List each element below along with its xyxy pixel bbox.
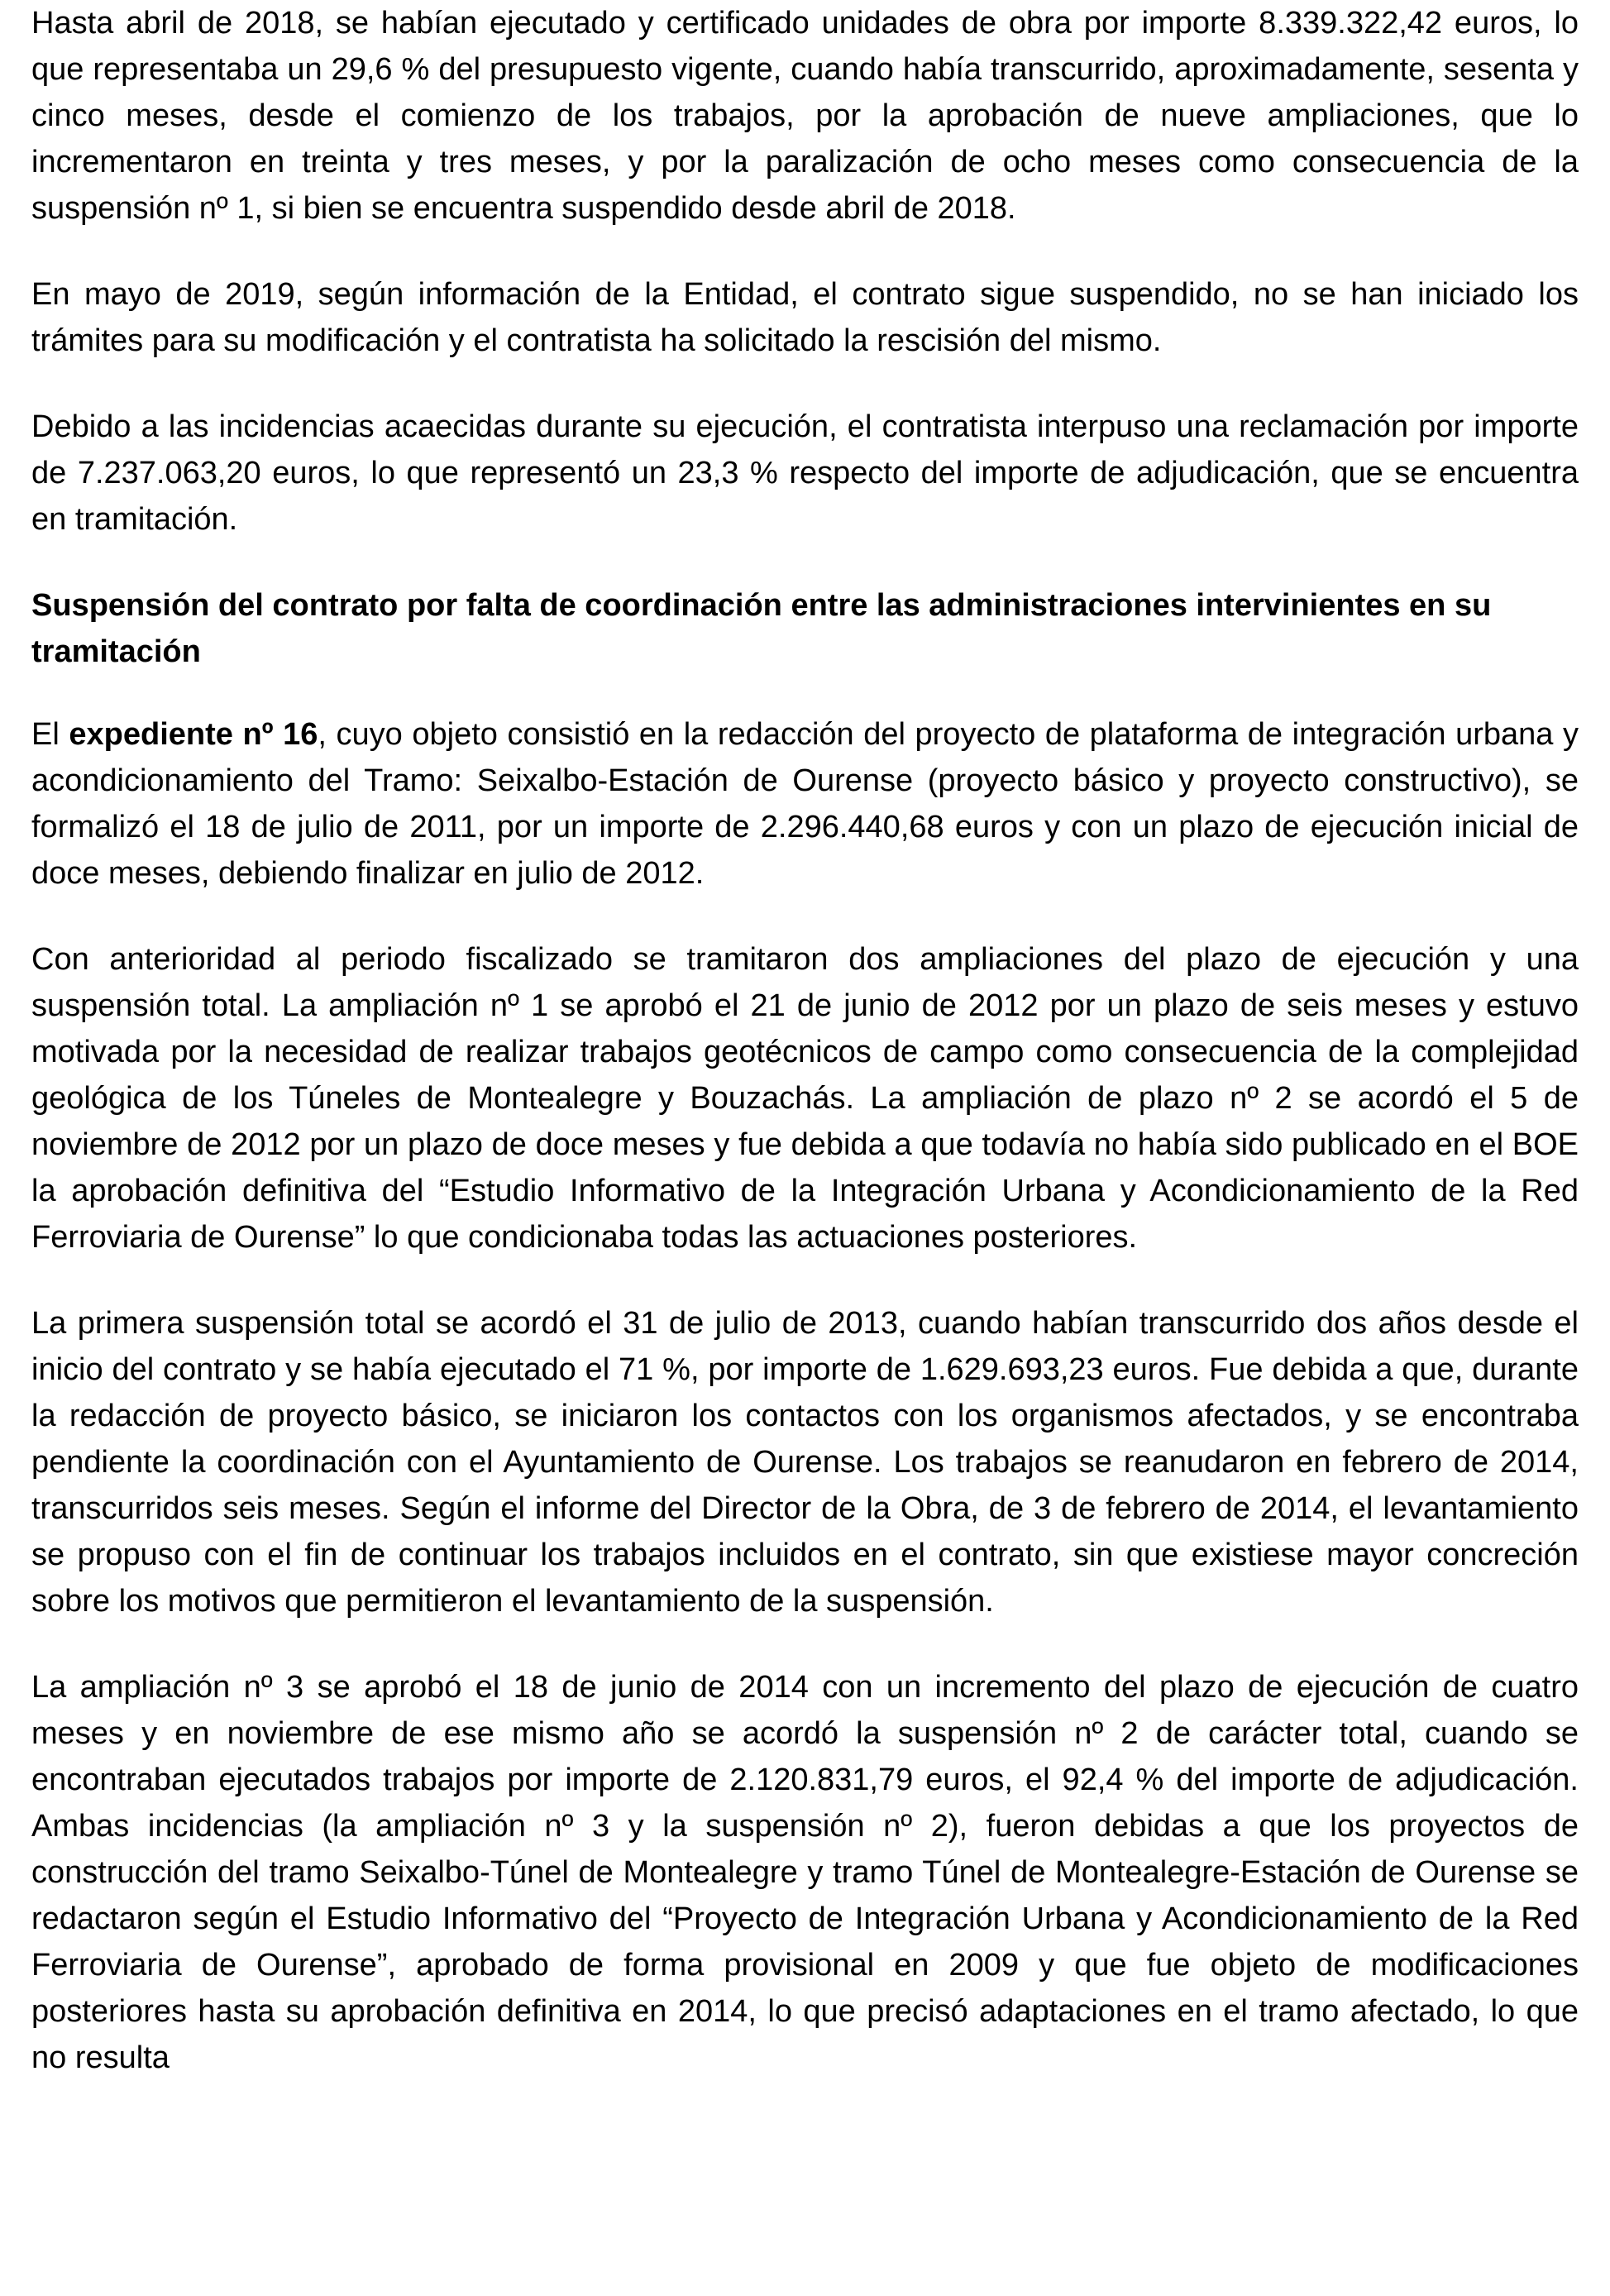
paragraph-expediente-16 xyxy=(31,711,1579,897)
paragraph-contractor-claim: Debido a las incidencias acaecidas durante su ejecución, el contratista interpuso una reclamación por importe de 7.237.063,20 euros, lo que representó un 23,3 % respecto del importe de adjudicación, que se encuentra en tramitación. xyxy=(31,409,1579,537)
paragraph-extensions: Con anterioridad al periodo fiscalizado se tramitaron dos ampliaciones del plazo de ejecución y una suspensión total. La ampliación nº 1 se aprobó el 21 de junio de 2012 por un plazo de seis meses y estuvo motivada por la necesidad de realizar trabajos geotécnicos de campo como consecuencia de la complejidad geológica de los Túneles de Montealegre y Bouzachás. La ampliación de plazo nº 2 se acordó el 5 de noviembre de 2012 por un plazo de doce meses y fue debida a que todavía no había sido publicado en el BOE la aprobación definitiva del “Estudio Informativo de la Integración Urbana y Acondicionamiento de la Red Ferroviaria de Ourense” lo que condicionaba todas las actuaciones posteriores. xyxy=(31,942,1579,1255)
paragraph-prefix: El xyxy=(31,717,69,752)
paragraph-contract-suspended: En mayo de 2019, según información de la Entidad, el contrato sigue suspendido, no se han iniciado los trámites para su modificación y el contratista ha solicitado la rescisión del mismo. xyxy=(31,277,1579,358)
document-page xyxy=(31,0,1579,2121)
expediente-number: expediente nº 16 xyxy=(69,717,318,752)
paragraph-first-suspension: La primera suspensión total se acordó el 31 de julio de 2013, cuando habían transcurrido dos años desde el inicio del contrato y se había ejecutado el 71 %, por importe de 1.629.693,23 euros. Fue debida a que, durante la redacción de proyecto básico, se iniciaron los contactos con los organismos afectados, y se encontraba pendiente la coordinación con el Ayuntamiento de Ourense. Los trabajos se reanudaron en febrero de 2014, transcurridos seis meses. Según el informe del Director de la Obra, de 3 de febrero de 2014, el levantamiento se propuso con el fin de continuar los trabajos incluidos en el contrato, sin que existiese mayor concreción sobre los motivos que permitieron el levantamiento de la suspensión. xyxy=(31,1306,1579,1619)
paragraph-body: , cuyo objeto consistió en la redacción del proyecto de plataforma de integración urbana y acondicionamiento del Tramo: Seixalbo-Estación de Ourense (proyecto básico y proyecto constructivo), se formalizó el 18 de julio de 2011, por un importe de 2.296.440,68 euros y con un plazo de ejecución inicial de doce meses, debiendo finalizar en julio de 2012. xyxy=(31,717,1579,891)
paragraph-execution-status: Hasta abril de 2018, se habían ejecutado y certificado unidades de obra por importe 8.339.322,42 euros, lo que representaba un 29,6 % del presupuesto vigente, cuando había transcurrido, aproximadamente, sesenta y cinco meses, desde el comienzo de los trabajos, por la aprobación de nueve ampliaciones, que lo incrementaron en treinta y tres meses, y por la paralización de ocho meses como consecuencia de la suspensión nº 1, si bien se encuentra suspendido desde abril de 2018. xyxy=(31,6,1579,226)
section-heading: Suspensión del contrato por falta de coordinación entre las administraciones intervinientes en su tramitación xyxy=(31,588,1492,669)
paragraph-extension-3: La ampliación nº 3 se aprobó el 18 de junio de 2014 con un incremento del plazo de ejecución de cuatro meses y en noviembre de ese mismo año se acordó la suspensión nº 2 de carácter total, cuando se encontraban ejecutados trabajos por importe de 2.120.831,79 euros, el 92,4 % del importe de adjudicación. Ambas incidencias (la ampliación nº 3 y la suspensión nº 2), fueron debidas a que los proyectos de construcción del tramo Seixalbo-Túnel de Montealegre y tramo Túnel de Montealegre-Estación de Ourense se redactaron según el Estudio Informativo del “Proyecto de Integración Urbana y Acondicionamiento de la Red Ferroviaria de Ourense”, aprobado de forma provisional en 2009 y que fue objeto de modificaciones posteriores hasta su aprobación definitiva en 2014, lo que precisó adaptaciones en el tramo afectado, lo que no resulta xyxy=(31,1670,1579,2075)
